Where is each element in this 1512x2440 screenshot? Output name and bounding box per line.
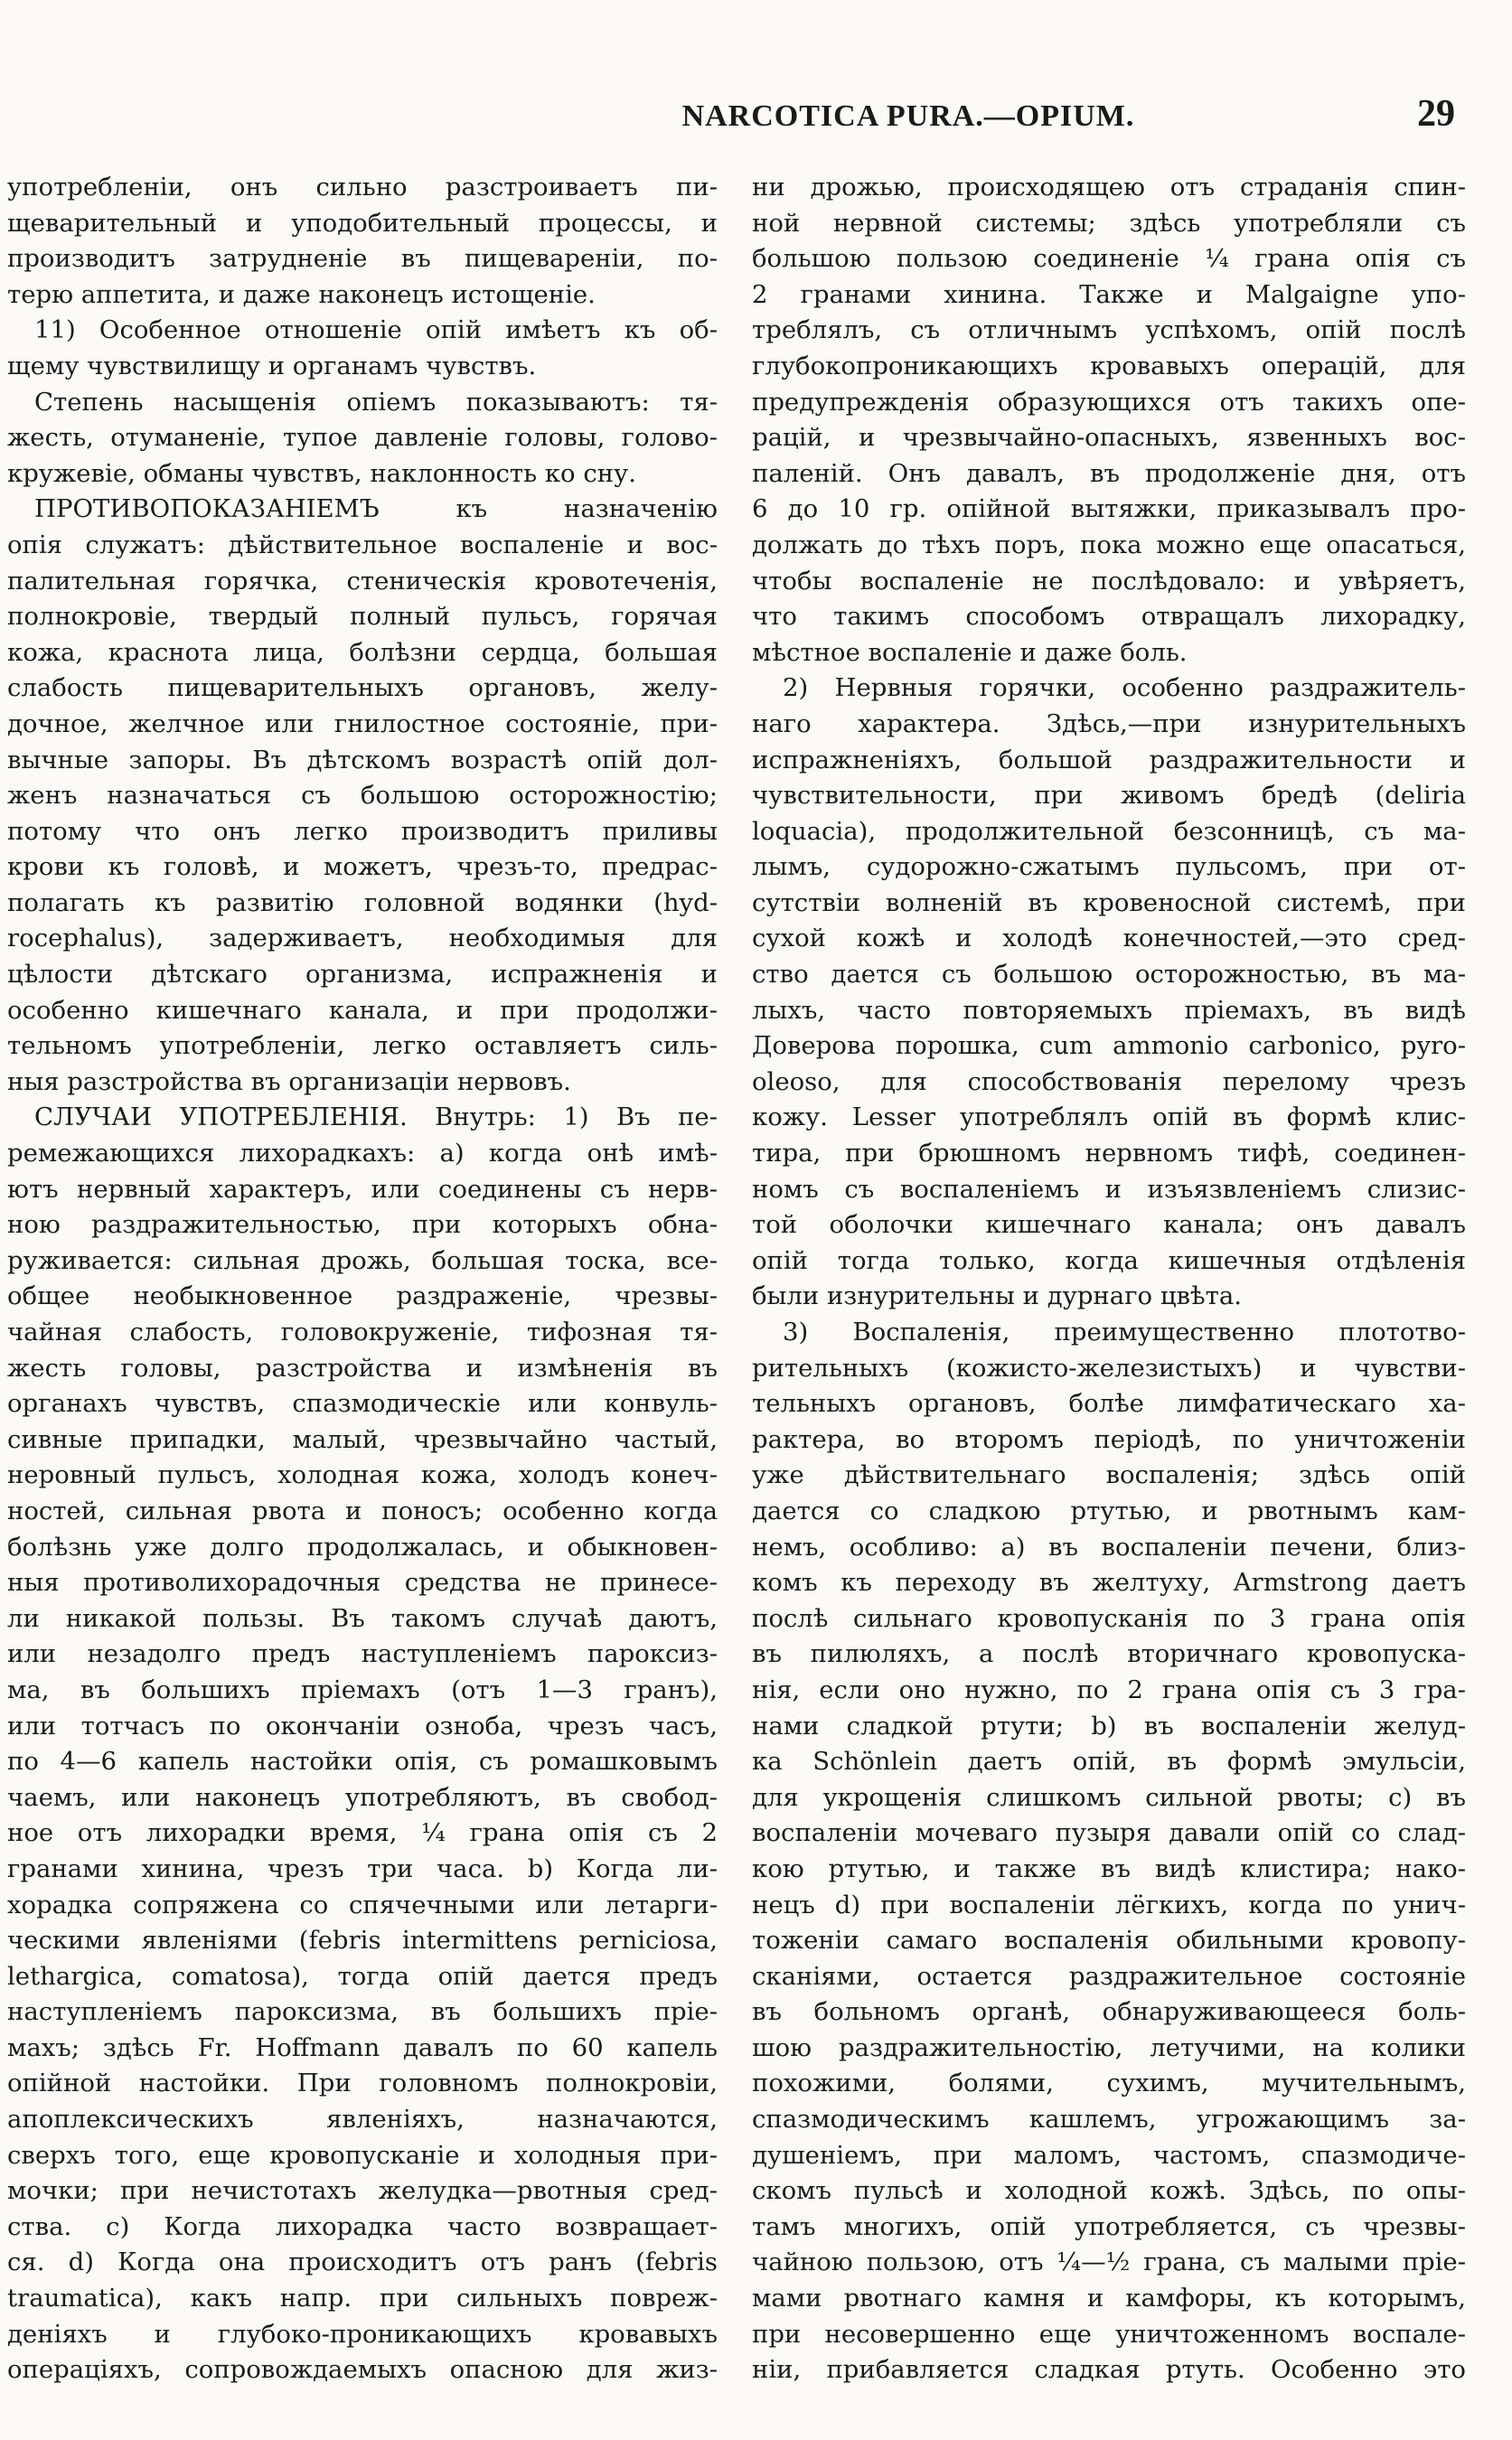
text-line: скомъ пульсѣ и холодной кожѣ. Здѣсь, по опы- [752,2176,1466,2206]
text-line: oleoso, для способствованія перелому чрезъ [752,1066,1466,1096]
text-line: щему чувствилищу и органамъ чувствъ. [7,351,537,380]
text-line: дается со сладкою ртутью, и рвотнымъ кам- [752,1496,1466,1525]
text-line: ни дрожью, происходящею отъ страданія спин- [752,173,1466,202]
text-line: полнокровіе, твердый полный пульсъ, горячая [7,602,718,632]
text-line: комъ къ переходу въ желтуху, Armstrong даетъ [752,1568,1466,1598]
text-line: по 4—6 капель настойки опія, съ ромашковымъ [7,1747,718,1777]
text-line: 2) Нервныя горячки, особенно раздражитель- [783,673,1466,703]
text-line: жесть головы, разстройства и измѣненія въ [7,1353,718,1383]
right-text-column [752,170,1466,2388]
text-line: сканіями, остается раздражительное состояніе [752,1961,1466,1991]
text-line: наго характера. Здѣсь,—при изнурительныхъ [752,709,1466,738]
text-line: ся. d) Когда она происходитъ отъ ранъ (febris [7,2248,718,2277]
text-line: нецъ d) при воспаленіи лёгкихъ, когда по унич- [752,1890,1466,1919]
text-line: лыхъ, часто повторяемыхъ пріемахъ, въ видѣ [752,995,1466,1025]
text-line: ма, въ большихъ пріемахъ (отъ 1—3 гранъ), [7,1675,718,1704]
text-line: ностей, сильная рвота и поносъ; особенно когда [7,1496,718,1525]
text-line: rocephalus), задерживаетъ, необходимыя для [7,924,718,953]
text-line: предупрежденія образующихся отъ такихъ опе- [752,387,1466,417]
text-line: въ пилюляхъ, а послѣ вторичнаго кровопуска- [752,1639,1466,1669]
text-line: спазмодическимъ кашлемъ, угрожающимъ за- [752,2105,1466,2135]
text-line: ное отъ лихорадки время, ¼ грана опія съ 2 [7,1818,718,1848]
text-line: мочки; при нечистотахъ желудка—рвотныя сред- [7,2176,718,2206]
text-line: сутствіи волненій въ кровеносной системѣ, при [752,887,1466,917]
text-line: для укрощенія слишкомъ сильной рвоты; c) въ [752,1782,1466,1812]
text-line: немъ, особливо: а) въ воспаленіи печени, близ- [752,1532,1466,1562]
text-line: уже дѣйствительнаго воспаленія; здѣсь опій [752,1460,1466,1490]
text-line: кружевіе, обманы чувствъ, наклонность ко сну. [7,458,636,488]
text-line: traumatica), какъ напр. при сильныхъ повреж- [7,2284,718,2313]
text-line: при несовершенно еще уничтоженномъ воспале- [752,2319,1466,2349]
text-line: паленій. Онъ давалъ, въ продолженіе дня, отъ [752,458,1466,488]
text-line: послѣ сильнаго кровопусканія по 3 грана опія [752,1603,1466,1633]
text-line: рацій, и чрезвычайно-опасныхъ, язвенныхъ вос- [752,423,1466,453]
text-line: большою пользою соединеніе ¼ грана опія съ [752,244,1466,274]
text-line: неровный пульсъ, холодная кожа, холодъ конеч- [7,1460,718,1490]
text-line: ства. c) Когда лихорадка часто возвращает- [7,2211,718,2241]
text-line: деніяхъ и глубоко-проникающихъ кровавыхъ [7,2319,718,2349]
text-line: потому что онъ легко производитъ приливы [7,816,718,846]
text-line: треблялъ, съ отличнымъ успѣхомъ, опій послѣ [752,315,1466,345]
text-line: сверхъ того, еще кровопусканіе и холодныя при- [7,2140,718,2170]
text-line: lethargica, comatosa), тогда опій дается предъ [7,1961,718,1991]
page-number: 29 [1417,93,1455,135]
text-line: органахъ чувствъ, спазмодическіе или конвуль- [7,1389,718,1419]
text-line: цѣлости дѣтскаго организма, испражненія и [7,960,718,990]
text-line: махъ; здѣсь Fr. Hoffmann давалъ по 60 капель [7,2032,718,2062]
text-line: испражненіяхъ, большой раздражительности и [752,745,1466,774]
text-line: ли никакой пользы. Въ такомъ случаѣ даютъ, [7,1603,718,1633]
text-line: 2 гранами хинина. Также и Malgaigne упо- [752,279,1466,309]
text-line: ютъ нервный характеръ, или соединены съ нерв- [7,1174,718,1204]
text-line: ческими явленіями (febris intermittens perniciosa, [7,1926,718,1956]
text-line: 6 до 10 гр. опійной вытяжки, приказывалъ про- [752,494,1466,524]
text-line: женъ назначаться съ большою осторожностію; [7,781,718,811]
text-line: Степень насыщенія опіемъ показываютъ: тя- [34,387,718,417]
page-header [416,92,1455,136]
text-line: ніи, прибавляется сладкая ртуть. Особенно это [752,2355,1466,2385]
text-line: или тотчасъ по окончаніи озноба, чрезъ часъ, [7,1711,718,1741]
text-line: были изнурительны и дурнаго цвѣта. [752,1281,1242,1311]
text-line: слабость пищеварительныхъ органовъ, желу- [7,673,718,703]
running-head: NARCOTICA PURA.—OPIUM. [681,99,1135,133]
text-line: жесть, отуманеніе, тупое давленіе головы, голово- [7,423,718,453]
text-line: палительная горячка, стеническія кровотеченія, [7,566,718,596]
text-line: чайная слабость, головокруженіе, тифозная тя- [7,1318,718,1347]
text-line: особенно кишечнаго канала, и при продолжи- [7,995,718,1025]
text-line: терю аппетита, и даже наконецъ истощеніе. [7,279,596,309]
text-line: ремежающихся лихорадкахъ: а) когда онѣ имѣ- [7,1139,718,1168]
text-line: употребленіи, онъ сильно разстроиваетъ пи- [7,173,718,202]
text-line: опія служатъ: дѣйствительное воспаленіе и вос- [7,530,718,559]
text-line: мами рвотнаго камня и камфоры, къ которымъ, [752,2284,1466,2313]
text-line: что такимъ способомъ отвращалъ лихорадку, [752,602,1466,632]
text-line: мѣстное воспаленіе и даже боль. [752,637,1188,667]
text-line: той оболочки кишечнаго канала; онъ давалъ [752,1210,1466,1240]
text-line: производитъ затрудненіе въ пищевареніи, по- [7,244,718,274]
text-line: тельномъ употребленіи, легко оставляетъ силь- [7,1031,718,1061]
text-line: СЛУЧАИ УПОТРЕБЛЕНІЯ. Внутрь: 1) Въ пе- [34,1103,718,1132]
text-line: опійной настойки. При головномъ полнокровіи, [7,2069,718,2098]
text-line: сивные припадки, малый, чрезвычайно частый, [7,1424,718,1454]
text-line: тира, при брюшномъ нервномъ тифѣ, соединен- [752,1139,1466,1168]
text-line: рительныхъ (кожисто-железистыхъ) и чувстви- [752,1353,1466,1383]
text-line: гранами хинина, чрезъ три часа. b) Когда ли- [7,1853,718,1883]
text-line: крови къ головѣ, и можетъ, чрезъ-то, предрас- [7,852,718,882]
text-line: дочное, желчное или гнилостное состояніе, при- [7,709,718,738]
text-line: опій тогда только, когда кишечныя отдѣленія [752,1245,1466,1275]
text-line: тельныхъ органовъ, болѣе лимфатическаго ха- [752,1389,1466,1419]
text-line: сухой кожѣ и холодѣ конечностей,—это сред- [752,924,1466,953]
text-line: должать до тѣхъ поръ, пока можно еще опасаться, [752,530,1466,559]
text-line: чаемъ, или наконецъ употребляютъ, въ свобод- [7,1782,718,1812]
text-line: ной нервной системы; здѣсь употребляли съ [752,208,1466,238]
text-line: loquacia), продолжительной безсонницѣ, съ ма- [752,816,1466,846]
text-line: тоженіи самаго воспаленія обильными кровопу- [752,1926,1466,1956]
text-line: ныя противолихорадочныя средства не принесе- [7,1568,718,1598]
text-line: воспаленіи мочеваго пузыря давали опій со слад- [752,1818,1466,1848]
text-line: кожу. Lesser употреблялъ опій въ формѣ клис- [752,1103,1466,1132]
text-line: чтобы воспаленіе не послѣдовало: и увѣряетъ, [752,566,1466,596]
left-text-column [7,170,718,2388]
text-line: душеніемъ, при маломъ, частомъ, спазмодиче- [752,2140,1466,2170]
text-line: тамъ многихъ, опій употребляется, съ чрезвы- [752,2211,1466,2241]
text-line: 11) Особенное отношеніе опій имѣетъ къ об- [34,315,718,345]
text-line: ство дается съ большою осторожностью, въ ма- [752,960,1466,990]
text-line: номъ съ воспаленіемъ и изъязвленіемъ слизис- [752,1174,1466,1204]
text-line: 3) Воспаленія, преимущественно плототво- [783,1318,1466,1347]
text-line: вычные запоры. Въ дѣтскомъ возрастѣ опій дол- [7,745,718,774]
text-line: болѣзнь уже долго продолжалась, и обыкновен- [7,1532,718,1562]
text-line: чувствительности, при живомъ бредѣ (deliria [752,781,1466,811]
text-line: апоплексическихъ явленіяхъ, назначаются, [7,2105,718,2135]
text-line: кою ртутью, и также въ видѣ клистира; нако- [752,1853,1466,1883]
text-line: операціяхъ, сопровождаемыхъ опасною для жиз- [7,2355,718,2385]
text-line: или незадолго предъ наступленіемъ пароксиз- [7,1639,718,1669]
text-line: въ больномъ органѣ, обнаруживающееся боль- [752,1997,1466,2027]
text-line: наступленіемъ пароксизма, въ большихъ пріе- [7,1997,718,2027]
text-line: ПРОТИВОПОКАЗАНІЕМЪ къ назначенію [34,494,718,524]
text-line: ка Schönlein даетъ опій, въ формѣ эмульсіи, [752,1747,1466,1777]
text-line: похожими, болями, сухимъ, мучительнымъ, [752,2069,1466,2098]
text-line: руживается: сильная дрожь, большая тоска, все- [7,1245,718,1275]
text-line: чайною пользою, отъ ¼—½ грана, съ малыми пріе- [752,2248,1466,2277]
text-line: шою раздражительностію, летучими, на колики [752,2032,1466,2062]
text-line: лымъ, судорожно-сжатымъ пульсомъ, при от- [752,852,1466,882]
text-line: ною раздражительностью, при которыхъ обна- [7,1210,718,1240]
text-line: полагать къ развитію головной водянки (hyd- [7,887,718,917]
text-line: ныя разстройства въ организаціи нервовъ. [7,1066,571,1096]
text-line: глубокопроникающихъ кровавыхъ операцій, для [752,351,1466,380]
text-line: кожа, краснота лица, болѣзни сердца, большая [7,637,718,667]
text-line: Доверова порошка, cum ammonio carbonico, pyro- [752,1031,1466,1061]
text-line: щеварительный и уподобительный процессы, и [7,208,718,238]
text-line: нами сладкой ртути; b) въ воспаленіи желуд- [752,1711,1466,1741]
text-line: рактера, во второмъ періодѣ, по уничтоженіи [752,1424,1466,1454]
text-line: нія, если оно нужно, по 2 грана опія съ 3 гра- [752,1675,1466,1704]
text-line: общее необыкновенное раздраженіе, чрезвы- [7,1281,718,1311]
text-line: хорадка сопряжена со спячечными или летарги- [7,1890,718,1919]
